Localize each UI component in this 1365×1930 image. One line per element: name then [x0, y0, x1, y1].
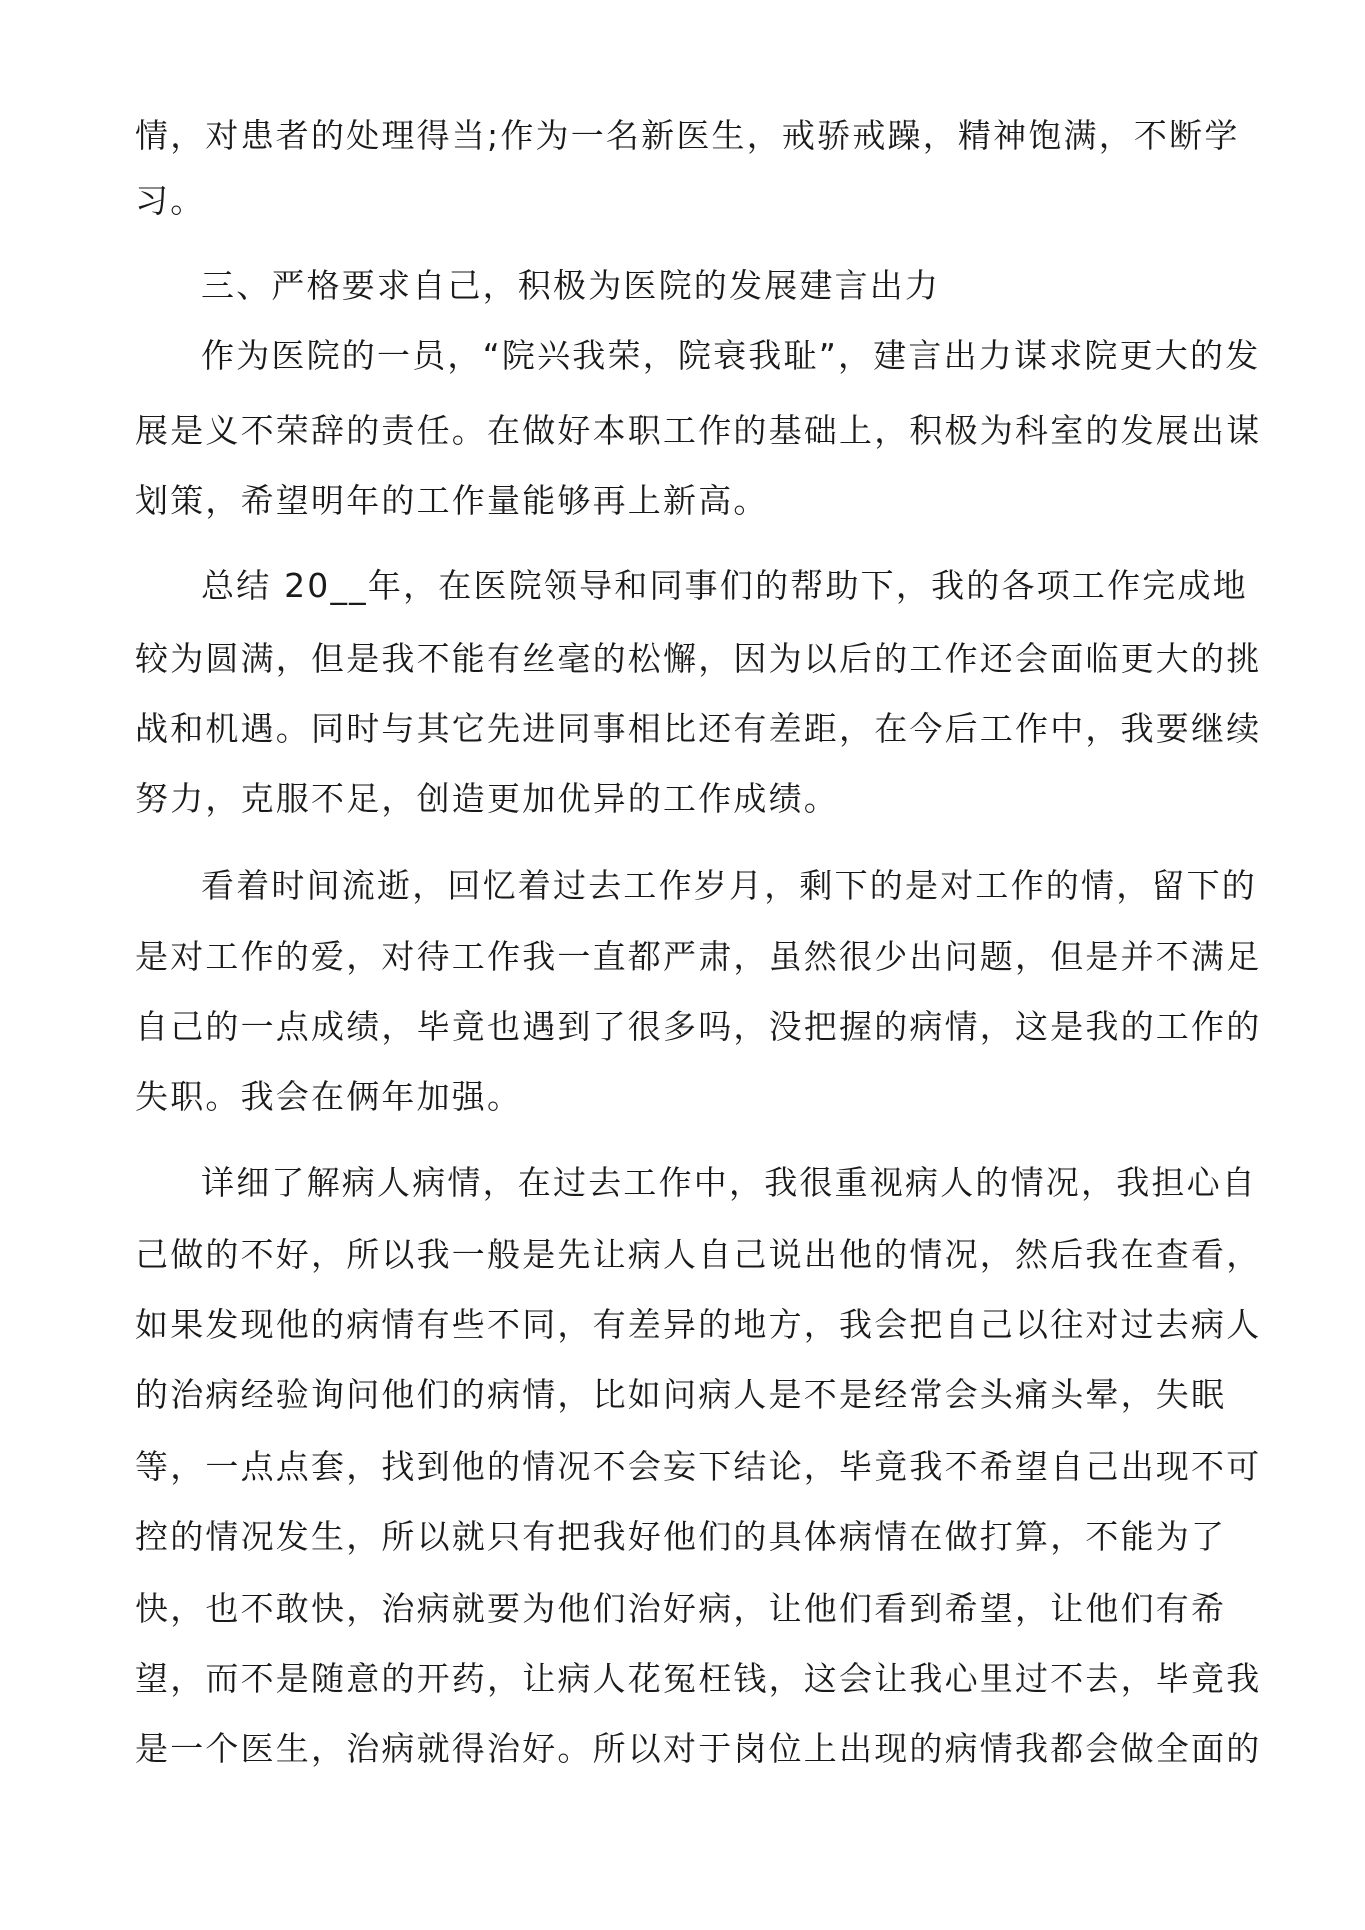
text-line: 望，而不是随意的开药，让病人花冤枉钱，这会让我心里过不去，毕竟我	[135, 1659, 1262, 1698]
text-line: 战和机遇。同时与其它先进同事相比还有差距，在今后工作中，我要继续	[135, 709, 1262, 748]
text-line: 等，一点点套，找到他的情况不会妄下结论，毕竟我不希望自己出现不可	[135, 1447, 1262, 1486]
text-line: 详细了解病人病情，在过去工作中，我很重视病人的情况，我担心自	[201, 1163, 1257, 1202]
text-line: 看着时间流逝，回忆着过去工作岁月，剩下的是对工作的情，留下的	[201, 866, 1257, 905]
text-line: 是对工作的爱，对待工作我一直都严肃，虽然很少出问题，但是并不满足	[135, 937, 1262, 976]
text-line: 展是义不荣辞的责任。在做好本职工作的基础上，积极为科室的发展出谋	[135, 411, 1262, 450]
text-line: 作为医院的一员，“院兴我荣，院衰我耻”，建言出力谋求院更大的发	[201, 336, 1261, 375]
text-line: 如果发现他的病情有些不同，有差异的地方，我会把自己以往对过去病人	[135, 1305, 1262, 1344]
text-line: 快，也不敢快，治病就要为他们治好病，让他们看到希望，让他们有希	[135, 1589, 1227, 1628]
text-line: 控的情况发生，所以就只有把我好他们的具体病情在做打算，不能为了	[135, 1517, 1227, 1556]
text-line: 较为圆满，但是我不能有丝毫的松懈，因为以后的工作还会面临更大的挑	[135, 639, 1262, 678]
section-heading: 三、严格要求自己，积极为医院的发展建言出力	[201, 266, 941, 305]
text-line: 习。	[135, 181, 206, 220]
text-line: 自己的一点成绩，毕竟也遇到了很多吗，没把握的病情，这是我的工作的	[135, 1007, 1262, 1046]
text-line: 失职。我会在俩年加强。	[135, 1077, 523, 1116]
text-line: 的治病经验询问他们的病情，比如问病人是不是经常会头痛头晕，失眠	[135, 1375, 1227, 1414]
text-line: 努力，克服不足，创造更加优异的工作成绩。	[135, 779, 839, 818]
text-line: 情，对患者的处理得当;作为一名新医生，戒骄戒躁，精神饱满，不断学	[135, 116, 1240, 155]
text-line: 总结 20__年，在医院领导和同事们的帮助下，我的各项工作完成地	[201, 566, 1248, 605]
text-line: 是一个医生，治病就得治好。所以对于岗位上出现的病情我都会做全面的	[135, 1729, 1262, 1768]
text-line: 己做的不好，所以我一般是先让病人自己说出他的情况，然后我在查看，	[135, 1235, 1262, 1274]
text-line: 划策，希望明年的工作量能够再上新高。	[135, 481, 769, 520]
